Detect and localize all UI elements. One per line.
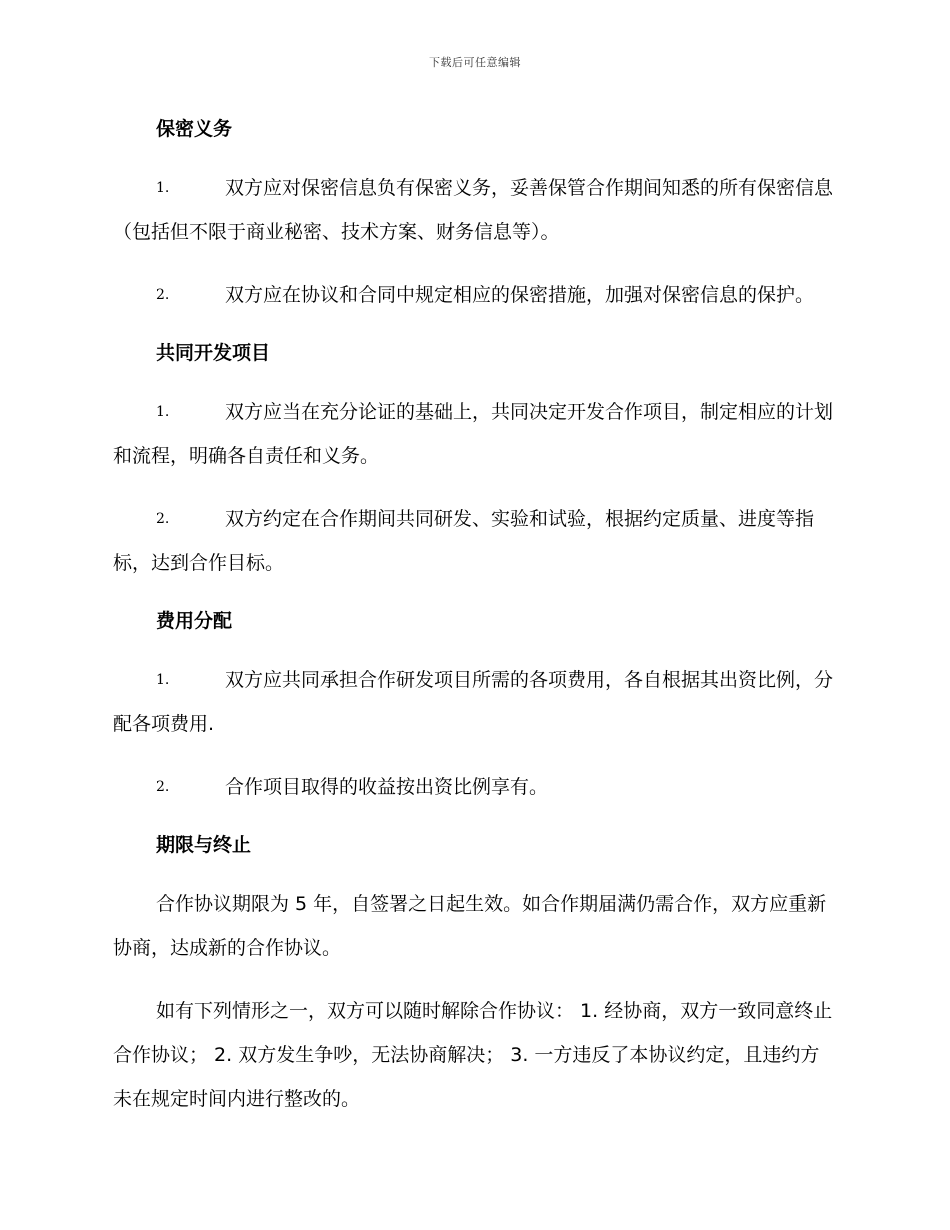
page-header: 下载后可任意编辑 bbox=[429, 56, 521, 69]
section-heading-term-termination: 期限与终止 bbox=[156, 834, 252, 856]
list-number: 1. bbox=[156, 180, 170, 196]
list-number: 1. bbox=[156, 672, 170, 688]
list-item bbox=[113, 166, 838, 254]
list-number: 2. bbox=[156, 779, 170, 795]
list-number: 2. bbox=[156, 511, 170, 527]
section-heading-confidentiality: 保密义务 bbox=[156, 118, 233, 140]
list-item bbox=[113, 765, 838, 809]
list-item bbox=[113, 273, 838, 317]
list-number: 2. bbox=[156, 287, 170, 303]
list-number: 1. bbox=[156, 404, 170, 420]
list-item bbox=[113, 658, 838, 746]
list-item-text: 双方应共同承担合作研发项目所需的各项费用，各自根据其出资比例，分配各项费用. bbox=[113, 669, 834, 735]
list-item-text: 合作项目取得的收益按出资比例享有。 bbox=[225, 776, 549, 798]
section-heading-cost-allocation: 费用分配 bbox=[156, 610, 233, 632]
document-body bbox=[113, 112, 838, 1121]
paragraph: 如有下列情形之一，双方可以随时解除合作协议： 1. 经协商，双方一致同意终止合作协议； 2. 双方发生争吵，无法协商解决； 3. 一方违反了本协议约定，且违约方未在规定时间内进行整改的。 bbox=[113, 1000, 833, 1110]
list-item-text: 双方应在协议和合同中规定相应的保密措施，加强对保密信息的保护。 bbox=[225, 284, 815, 306]
paragraph: 合作协议期限为 5 年，自签署之日起生效。如合作期届满仍需合作，双方应重新协商，达成新的合作协议。 bbox=[113, 893, 827, 959]
list-item-text: 双方应当在充分论证的基础上，共同决定开发合作项目，制定相应的计划和流程，明确各自责任和义务。 bbox=[113, 401, 834, 467]
list-item bbox=[113, 497, 838, 585]
list-item-text: 双方约定在合作期间共同研发、实验和试验，根据约定质量、进度等指标，达到合作目标。 bbox=[113, 508, 815, 574]
list-item bbox=[113, 390, 838, 478]
list-item-text: 双方应对保密信息负有保密义务，妥善保管合作期间知悉的所有保密信息（包括但不限于商业秘密、技术方案、财务信息等）。 bbox=[113, 177, 834, 243]
section-heading-joint-development: 共同开发项目 bbox=[156, 342, 271, 364]
